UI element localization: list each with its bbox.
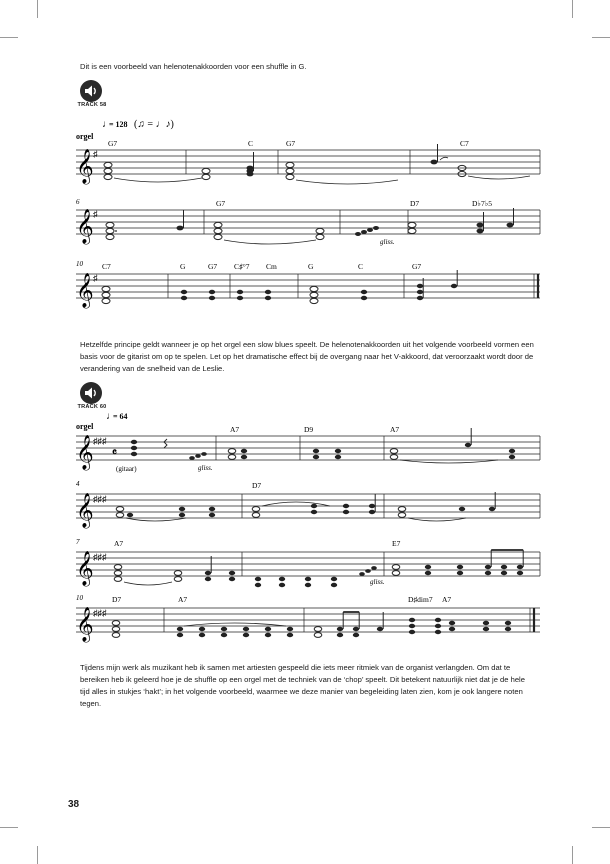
measure-number: 6 <box>76 198 80 206</box>
chord-symbol: D♭7♭5 <box>472 199 492 208</box>
instrument-label: orgel <box>76 132 94 141</box>
key-signature: ♯♯♯ <box>93 552 107 562</box>
treble-clef: 𝄞 <box>76 552 94 585</box>
speaker-icon <box>80 382 102 404</box>
staff <box>76 436 540 460</box>
body-paragraph: Tijdens mijn werk als muzikant heb ik samen met artiesten gespeeld die iets meer ritmiek van de organist verlangden. Om dat te bereiken heb ik geleerd hoe je de shuffle op een orgel met de techniek van de ‘chop’ speelt. Dit betekent natuurlijk niet dat je de hele tijd alles in stukjes ‘hakt’; in het volgende voorbeeld, waarmee we deze manier van begeleiding laten zien, kom je ook langere noten tegen. <box>80 663 525 708</box>
key-signature: ♯ <box>93 149 98 159</box>
staff-system <box>68 258 546 320</box>
chord-symbol: A7 <box>230 425 240 434</box>
measure-number: 4 <box>76 480 80 488</box>
audio-track-badge[interactable] <box>72 80 112 120</box>
measure-number: 10 <box>76 260 83 268</box>
treble-clef: 𝄞 <box>76 494 94 527</box>
notes <box>114 550 523 587</box>
body-paragraph: Hetzelfde principe geldt wanneer je op het orgel een slow blues speelt. De helenotenakkoorden uit het volgende voorbeeld vormen een basis voor de gitarist om op te spelen. Let op het dramatische effect bij de overgang naar het V-akkoord, dat veroorzaakt wordt door de verandering van de snelheid van de Leslie. <box>80 340 534 373</box>
crop-mark <box>37 846 38 864</box>
key-signature: ♯♯♯ <box>93 608 107 618</box>
measure-number: 10 <box>76 594 83 602</box>
track-label: TRACK 58 <box>77 102 107 108</box>
page-number: 38 <box>68 799 80 810</box>
treble-clef: 𝄞 <box>76 210 94 243</box>
chord-symbol: Cm <box>266 262 277 271</box>
chord-symbol: G7 <box>208 262 218 271</box>
chord-symbol: D♯dim7 <box>408 595 433 604</box>
gliss-annotation: gliss. <box>198 464 213 472</box>
staff <box>76 210 540 234</box>
gliss-annotation: gliss. <box>370 578 385 586</box>
staff-system <box>68 478 546 536</box>
treble-clef: 𝄞 <box>76 608 94 641</box>
key-signature: ♯ <box>93 209 98 219</box>
chord-symbol: A7 <box>442 595 452 604</box>
staff <box>76 274 540 298</box>
key-signature: ♯♯♯ <box>93 494 107 504</box>
quarter-note-glyph: ♩ <box>106 411 116 422</box>
swing-marking: (♫ = ♩♪) <box>134 119 174 130</box>
chord-symbol: A7 <box>390 425 400 434</box>
crop-mark <box>37 0 38 18</box>
time-signature: 𝄴 <box>112 447 117 459</box>
intro-paragraph: Dit is een voorbeeld van helenotenakkoorden voor een shuffle in G. <box>80 62 307 71</box>
chord-symbol: G7 <box>412 262 422 271</box>
treble-clef: 𝄞 <box>76 436 94 469</box>
treble-clef: 𝄞 <box>76 274 94 307</box>
chord-symbol: C7 <box>102 262 111 271</box>
chord-symbol: G <box>180 262 186 271</box>
notes <box>116 492 495 521</box>
track-label: TRACK 60 <box>77 404 107 410</box>
crop-mark <box>592 827 610 828</box>
staff <box>76 552 540 576</box>
crop-mark <box>572 0 573 18</box>
quarter-note-glyph: ♩ <box>102 119 112 130</box>
staff-system <box>68 116 546 194</box>
speaker-icon <box>80 80 102 102</box>
staff-system <box>68 408 546 474</box>
notes <box>106 208 514 244</box>
staff-system <box>68 592 546 648</box>
chord-symbol: D7 <box>410 199 420 208</box>
chord-symbol: A7 <box>178 595 188 604</box>
measure-number: 7 <box>76 538 80 546</box>
chord-symbol: G7 <box>286 139 296 148</box>
tempo-marking: = 128 <box>109 120 128 129</box>
chord-symbol: C <box>358 262 364 271</box>
chord-symbol: D7 <box>252 481 262 490</box>
key-signature: ♯ <box>93 273 98 283</box>
chord-symbol: E7 <box>392 539 401 548</box>
gliss-annotation: gliss. <box>380 238 395 246</box>
staff <box>76 494 540 518</box>
notes <box>112 612 511 637</box>
staff <box>76 150 540 174</box>
staff-system <box>68 196 546 254</box>
chord-symbol: D9 <box>304 425 314 434</box>
crop-mark <box>0 37 18 38</box>
chord-symbol: D7 <box>112 595 122 604</box>
chord-symbol: G <box>308 262 314 271</box>
crop-mark <box>592 37 610 38</box>
tempo-marking: = 64 <box>113 412 128 421</box>
chord-symbol: C♯°7 <box>234 262 250 271</box>
crop-mark <box>572 846 573 864</box>
chord-symbol: A7 <box>114 539 124 548</box>
staff <box>76 608 540 632</box>
instrument-label: orgel <box>76 422 94 431</box>
guitar-annotation: (gitaar) <box>116 465 137 473</box>
chord-symbol: C7 <box>460 139 469 148</box>
key-signature: ♯♯♯ <box>93 436 107 446</box>
crop-mark <box>0 827 18 828</box>
treble-clef: 𝄞 <box>76 150 94 183</box>
notes <box>131 428 515 463</box>
chord-symbol: C <box>248 139 254 148</box>
chord-symbol: G7 <box>216 199 226 208</box>
staff-system <box>68 536 546 596</box>
chord-symbol: G7 <box>108 139 118 148</box>
